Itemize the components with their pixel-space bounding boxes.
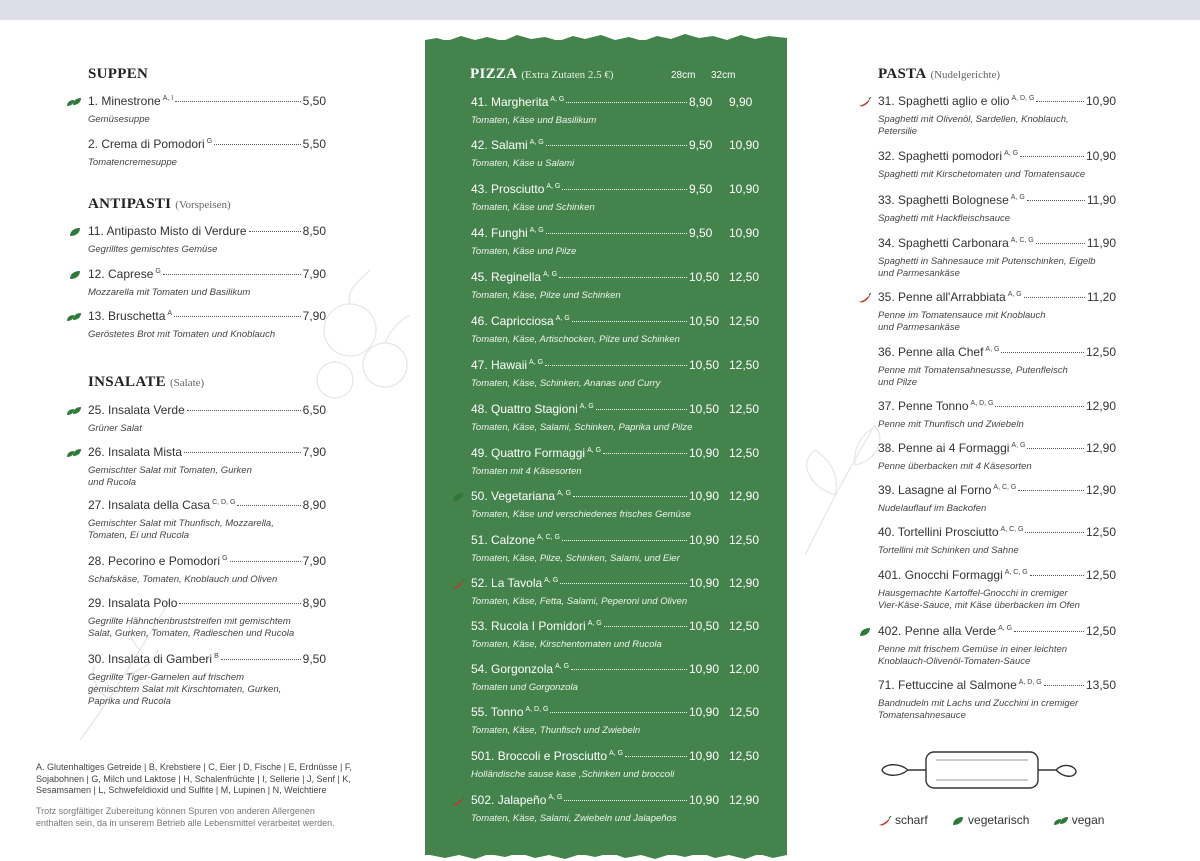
item-description: Hausgemachte Kartoffel-Gnocchi in cremiger Vier-Käse-Sauce, mit Käse überbacken im Ofen (878, 588, 1080, 611)
allergen-codes: A, C, G (993, 484, 1017, 491)
item-description: Spaghetti mit Kirschetomaten und Tomatensauce (878, 169, 1086, 180)
dot-leader (560, 583, 687, 584)
item-name: 50. Vegetariana $^{A, G}$ (471, 489, 572, 503)
menu-item (878, 399, 1116, 431)
item-name: 37. Penne Tonno $^{A, D, G}$ (878, 399, 994, 413)
double-leaf-icon (66, 448, 82, 458)
dot-leader (545, 365, 687, 366)
menu-item (878, 525, 1116, 557)
dot-leader (187, 410, 301, 411)
dot-leader (603, 453, 687, 454)
dot-leader (1036, 101, 1084, 102)
size-28cm: 28cm (671, 70, 696, 81)
menu-item (878, 568, 1116, 612)
item-name: 35. Penne all'Arrabbiata $^{A, G}$ (878, 290, 1022, 304)
allergen-codes: A (167, 310, 173, 317)
item-name: 40. Tortellini Prosciutto $^{A, C, G}$ (878, 525, 1024, 539)
dot-leader (604, 626, 687, 627)
item-price: 12,50 (1085, 568, 1116, 582)
item-description: Penne mit Thunfisch und Zwiebeln (878, 419, 1024, 430)
item-description: Tomaten, Käse, Salami, Schinken, Paprika und Pilze (471, 422, 693, 433)
item-price: 8,90 (302, 596, 326, 610)
dot-leader (1001, 352, 1084, 353)
dot-leader (572, 321, 687, 322)
allergen-codes: A, D, G (1011, 95, 1035, 102)
item-description: Gemüsesuppe (88, 114, 150, 125)
section-title-insalate: INSALATE (Salate) (88, 374, 205, 390)
leaf-icon (68, 270, 82, 280)
price-32cm: 12,90 (729, 489, 760, 503)
item-description: Penne im Tomatensauce mit Knoblauch und Parmesankäse (878, 310, 1046, 333)
dot-leader (546, 145, 687, 146)
price-32cm: 9,90 (729, 95, 753, 109)
menu-item (88, 554, 326, 586)
item-price: 5,50 (302, 94, 326, 108)
item-price: 11,90 (1086, 193, 1116, 207)
allergen-codes: A, G (587, 447, 602, 454)
dot-leader (573, 496, 687, 497)
item-name: 44. Funghi $^{A, G}$ (471, 226, 544, 240)
item-description: Tomaten, Käse, Pilze und Schinken (471, 290, 621, 301)
item-name: 55. Tonno $^{A, D, G}$ (471, 705, 549, 719)
dot-leader (1036, 243, 1085, 244)
item-description: Tomaten, Käse und Pilze (471, 246, 577, 257)
item-price: 6,50 (302, 403, 326, 417)
item-name: 29. Insalata Polo (88, 596, 178, 610)
item-description: Bandnudeln mit Lachs und Zucchini in cremiger Tomatensahnesauce (878, 698, 1079, 721)
menu-item (878, 236, 1116, 280)
allergen-codes: C, D, G (212, 499, 236, 506)
dot-leader (249, 231, 301, 232)
allergen-codes: A, G (1007, 291, 1022, 298)
allergen-codes: B (214, 653, 219, 660)
menu-item (878, 94, 1116, 138)
allergen-codes: A, I (162, 95, 174, 102)
allergen-notice: Trotz sorgfältiger Zubereitung können Spuren von anderen Allergenen enthalten sein, da in unserem Betrieb alle Lebensmittel verarbeitet werden. (36, 806, 335, 828)
allergen-codes: A, G (543, 271, 558, 278)
price-28cm: 10,50 (689, 402, 720, 416)
item-name: 36. Penne alla Chef $^{A, G}$ (878, 345, 1000, 359)
dot-leader (1020, 156, 1084, 157)
pizza-size-header (671, 70, 751, 81)
item-description: Nudelauflauf im Backofen (878, 503, 987, 514)
menu-item (88, 309, 326, 341)
allergen-codes: A, G (579, 403, 594, 410)
item-name: 54. Gorgonzola $^{A, G}$ (471, 662, 570, 676)
price-32cm: 12,50 (729, 533, 760, 547)
item-name: 38. Penne ai 4 Formaggi $^{A, G}$ (878, 441, 1026, 455)
item-description: Tomaten und Gorgonzola (471, 682, 578, 693)
price-28cm: 10,90 (689, 749, 720, 763)
dot-leader (230, 561, 301, 562)
price-28cm: 10,90 (689, 533, 720, 547)
menu-item (88, 403, 326, 435)
item-price: 7,90 (302, 445, 326, 459)
item-name: 53. Rucola I Pomidori $^{A, G}$ (471, 619, 602, 633)
item-description: Spaghetti in Sahnesauce mit Putenschinken, Eigelb und Parmesankäse (878, 256, 1096, 279)
allergen-codes: A, G (1011, 442, 1026, 449)
item-name: 1. Minestrone $^{A, I}$ (88, 94, 174, 108)
chili-icon (858, 97, 872, 107)
item-description: Gegrillte Hähnchenbruststreifen mit gemischtem Salat, Gurken, Tomaten, Radieschen und Rucola (88, 616, 295, 639)
item-description: Tomaten, Käse, Pilze, Schinken, Salami, und Eier (471, 553, 680, 564)
price-32cm: 12,50 (729, 705, 760, 719)
menu-item (88, 652, 326, 708)
allergen-codes: A, G (1004, 150, 1019, 157)
dot-leader (1025, 532, 1084, 533)
allergen-codes: A, G (529, 359, 544, 366)
leaf-icon (451, 492, 465, 502)
item-name: 49. Quattro Formaggi $^{A, G}$ (471, 446, 602, 460)
menu-item (878, 290, 1116, 334)
item-name: 401. Gnocchi Formaggi $^{A, C, G}$ (878, 568, 1028, 582)
item-price: 9,50 (302, 652, 326, 666)
legend-vegetarian: vegetarisch (951, 813, 1029, 827)
menu-item (471, 662, 763, 694)
allergen-codes: A, G (529, 227, 544, 234)
item-price: 12,90 (1085, 483, 1116, 497)
dot-leader (174, 316, 301, 317)
item-description: Tortellini mit Schinken und Sahne (878, 545, 1019, 556)
item-price: 11,90 (1086, 236, 1116, 250)
section-title-antipasti: ANTIPASTI (Vorspeisen) (88, 196, 231, 212)
dot-leader (546, 233, 687, 234)
allergen-codes: A, G (555, 663, 570, 670)
item-name: 2. Crema di Pomodori $^G$ (88, 137, 213, 151)
menu-item (471, 270, 763, 302)
item-description: Gemischter Salat mit Thunfisch, Mozzarella, Tomaten, Ei und Rucola (88, 518, 274, 541)
item-description: Gegrillte Tiger-Garnelen auf frischem gemischtem Salat mit Kirschtomaten, Gurken, Paprika und Rucola (88, 672, 282, 707)
menu-item (878, 193, 1116, 225)
item-name: 45. Reginella $^{A, G}$ (471, 270, 558, 284)
dot-leader (1027, 448, 1084, 449)
price-32cm: 12,50 (729, 749, 760, 763)
item-name: 28. Pecorino e Pomodori $^G$ (88, 554, 228, 568)
price-28cm: 10,90 (689, 489, 720, 503)
price-32cm: 12,50 (729, 446, 760, 460)
item-price: 12,50 (1085, 525, 1116, 539)
item-name: 34. Spaghetti Carbonara $^{A, C, G}$ (878, 236, 1034, 250)
item-name: 502. Jalapeño $^{A, G}$ (471, 793, 563, 807)
price-28cm: 10,90 (689, 705, 720, 719)
menu-item (88, 498, 326, 542)
price-32cm: 12,50 (729, 402, 760, 416)
item-description: Tomaten, Käse, Artischocken, Pilze und Schinken (471, 334, 680, 345)
allergen-codes: A, G (529, 139, 544, 146)
item-name: 33. Spaghetti Bolognese $^{A, G}$ (878, 193, 1025, 207)
item-name: 52. La Tavola $^{A, G}$ (471, 576, 559, 590)
dot-leader (179, 603, 300, 604)
menu-item (878, 441, 1116, 473)
dot-leader (995, 406, 1083, 407)
price-32cm: 12,50 (729, 358, 760, 372)
allergen-codes: A, G (546, 183, 561, 190)
section-title-suppen: SUPPEN (88, 66, 149, 82)
menu-item (878, 345, 1116, 389)
price-28cm: 9,50 (689, 182, 713, 196)
item-name: 41. Margherita $^{A, G}$ (471, 95, 565, 109)
dot-leader (1044, 685, 1084, 686)
item-description: Spaghetti mit Olivenöl, Sardellen, Knoblauch, Petersilie (878, 114, 1069, 137)
item-description: Tomaten, Käse, Thunfisch und Zwiebeln (471, 725, 641, 736)
price-32cm: 12,50 (729, 619, 760, 633)
menu-item (471, 138, 763, 170)
price-32cm: 12,90 (729, 576, 760, 590)
menu-item (471, 95, 763, 127)
chili-icon (451, 579, 465, 589)
price-32cm: 10,90 (729, 226, 760, 240)
double-leaf-icon (1053, 816, 1069, 826)
menu-item (471, 619, 763, 651)
dot-leader (564, 800, 687, 801)
price-32cm: 12,50 (729, 314, 760, 328)
price-28cm: 10,90 (689, 793, 720, 807)
item-price: 11,20 (1086, 290, 1116, 304)
menu-item (471, 358, 763, 390)
item-description: Tomaten, Käse und Schinken (471, 202, 595, 213)
price-28cm: 10,90 (689, 446, 720, 460)
item-description: Tomaten, Käse und Basilikum (471, 115, 597, 126)
dot-leader (175, 101, 300, 102)
item-name: 26. Insalata Mista (88, 445, 183, 459)
item-price: 7,90 (302, 309, 326, 323)
section-title-pasta: PASTA (Nudelgerichte) (878, 66, 1001, 82)
menu-item (471, 226, 763, 258)
allergen-codes: A, D, G (525, 706, 549, 713)
dot-leader (214, 144, 300, 145)
allergen-codes: A, C, G (537, 534, 560, 541)
item-description: Gemischter Salat mit Tomaten, Gurken und Rucola (88, 465, 252, 488)
item-name: 11. Antipasto Misto di Verdure (88, 224, 247, 238)
menu-item (88, 596, 326, 640)
legend-vegan: vegan (1053, 813, 1105, 827)
allergen-codes: A, C, G (1010, 237, 1034, 244)
item-description: Schafskäse, Tomaten, Knoblauch und Oliven (88, 574, 278, 585)
legend (878, 813, 1124, 827)
top-bar (0, 0, 1200, 20)
menu-item (471, 314, 763, 346)
item-price: 10,90 (1085, 94, 1116, 108)
menu-item (471, 446, 763, 478)
allergen-codes: A, D, G (1018, 679, 1042, 686)
item-price: 10,90 (1085, 149, 1116, 163)
dot-leader (163, 274, 301, 275)
item-price: 8,90 (302, 498, 326, 512)
allergen-codes: A, G (998, 625, 1013, 632)
price-32cm: 10,90 (729, 138, 760, 152)
price-28cm: 10,90 (689, 576, 720, 590)
chili-icon (878, 816, 892, 826)
item-description: Geröstetes Brot mit Tomaten und Knoblauch (88, 329, 276, 340)
item-name: 25. Insalata Verde (88, 403, 185, 417)
item-description: Tomaten mit 4 Käsesorten (471, 466, 582, 477)
item-description: Gegrilltes gemischtes Gemüse (88, 244, 218, 255)
menu-item (471, 749, 763, 781)
leaf-icon (68, 227, 82, 237)
double-leaf-icon (66, 312, 82, 322)
menu-item (471, 793, 763, 825)
item-name: 31. Spaghetti aglio e olio $^{A, D, G}$ (878, 94, 1035, 108)
dot-leader (1018, 490, 1084, 491)
price-28cm: 9,50 (689, 138, 713, 152)
item-name: 402. Penne alla Verde $^{A, G}$ (878, 624, 1013, 638)
double-leaf-icon (66, 406, 82, 416)
allergen-codes: A, D, G (970, 400, 994, 407)
dot-leader (221, 659, 301, 660)
item-name: 43. Prosciutto $^{A, G}$ (471, 182, 561, 196)
price-28cm: 8,90 (689, 95, 713, 109)
menu-item (878, 624, 1116, 668)
price-28cm: 10,90 (689, 662, 720, 676)
leaf-icon (951, 816, 965, 826)
item-description: Tomaten, Käse, Fetta, Salami, Peperoni und Oliven (471, 596, 688, 607)
item-description: Tomatencremesuppe (88, 157, 177, 168)
menu-item (471, 182, 763, 214)
dot-leader (562, 189, 687, 190)
item-name: 30. Insalata di Gamberi $^B$ (88, 652, 219, 666)
allergen-legend: A. Glutenhaltiges Getreide | B, Krebstiere | C, Eier | D, Fische | E, Erdnüsse | F, Sojabohnen | G, Milch und Laktose | H, Schalenfrüchte | I, Sellerie | J, Senf | K, Sesamsamen | L, Schwefeldioxid und Sulfite | M, Lupinen | N, Weichtiere (36, 762, 352, 795)
allergen-codes: A, G (557, 490, 572, 497)
menu-item (471, 533, 763, 565)
dot-leader (566, 102, 687, 103)
item-name: 501. Broccoli e Prosciutto $^{A, G}$ (471, 749, 624, 763)
item-price: 7,90 (302, 554, 326, 568)
allergen-codes: G (206, 138, 213, 145)
item-name: 13. Bruschetta $^A$ (88, 309, 173, 323)
leaf-icon (858, 627, 872, 637)
menu-item (88, 224, 326, 256)
allergen-codes: A, G (550, 96, 565, 103)
torn-edge-bottom (425, 849, 787, 861)
price-32cm: 12,00 (729, 662, 760, 676)
item-description: Penne mit Tomatensahnesusse, Putenfleisch und Pilze (878, 365, 1068, 388)
item-name: 47. Hawaii $^{A, G}$ (471, 358, 544, 372)
item-description: Tomaten, Käse и Salami (471, 158, 575, 169)
item-name: 71. Fettuccine al Salmone $^{A, D, G}$ (878, 678, 1042, 692)
price-28cm: 10,50 (689, 358, 720, 372)
item-description: Penne überbacken mit 4 Käsesorten (878, 461, 1032, 472)
item-price: 7,90 (302, 267, 326, 281)
menu-item (88, 94, 326, 126)
price-28cm: 10,50 (689, 314, 720, 328)
dot-leader (237, 505, 300, 506)
dot-leader (596, 409, 687, 410)
item-description: Penne mit frischem Gemüse in einer leichten Knoblauch-Olivenöl-Tomaten-Sauce (878, 644, 1068, 667)
item-description: Tomaten, Käse, Salami, Zwiebeln und Jalapeños (471, 813, 677, 824)
section-title-pizza: PIZZA (Extra Zutaten 2.5 €) (470, 66, 614, 82)
allergen-codes: G (155, 268, 161, 275)
item-name: 39. Lasagne al Forno $^{A, C, G}$ (878, 483, 1017, 497)
allergen-codes: A, G (1010, 194, 1025, 201)
dot-leader (550, 712, 687, 713)
dot-leader (625, 756, 687, 757)
item-price: 12,50 (1085, 345, 1116, 359)
dot-leader (562, 540, 687, 541)
item-description: Grüner Salat (88, 423, 142, 434)
price-32cm: 12,90 (729, 793, 760, 807)
menu-item (471, 576, 763, 608)
allergen-codes: A, G (985, 346, 1000, 353)
item-name: 46. Capricciosa $^{A, G}$ (471, 314, 570, 328)
item-price: 13,50 (1085, 678, 1116, 692)
price-32cm: 12,50 (729, 270, 760, 284)
item-price: 8,50 (302, 224, 326, 238)
allergen-codes: A, G (555, 315, 570, 322)
size-32cm: 32cm (711, 70, 736, 81)
allergen-codes: A, C, G (1000, 526, 1024, 533)
item-description: Spaghetti mit Hackfleischsauce (878, 213, 1011, 224)
pizza-column (425, 40, 787, 855)
dot-leader (1027, 200, 1085, 201)
item-price: 12,50 (1085, 624, 1116, 638)
allergen-codes: A, G (609, 750, 624, 757)
chili-icon (451, 796, 465, 806)
item-description: Tomaten, Käse, Kirschentomaten und Rucola (471, 639, 662, 650)
chili-icon (858, 293, 872, 303)
allergen-codes: A, G (548, 794, 563, 801)
price-28cm: 10,50 (689, 270, 720, 284)
menu-item (471, 489, 763, 521)
dot-leader (559, 277, 687, 278)
menu-item (878, 678, 1116, 722)
item-description: Mozzarella mit Tomaten und Basilikum (88, 287, 251, 298)
menu-item (878, 149, 1116, 181)
double-leaf-icon (66, 97, 82, 107)
legend-spicy: scharf (878, 813, 928, 827)
allergen-codes: G (222, 555, 228, 562)
item-price: 12,90 (1085, 441, 1116, 455)
menu-item (471, 705, 763, 737)
item-name: 27. Insalata della Casa $^{C, D, G}$ (88, 498, 236, 512)
item-name: 32. Spaghetti pomodori $^{A, G}$ (878, 149, 1019, 163)
item-name: 48. Quattro Stagioni $^{A, G}$ (471, 402, 594, 416)
item-name: 12. Caprese $^G$ (88, 267, 161, 281)
dot-leader (1024, 297, 1085, 298)
menu-item (88, 267, 326, 299)
menu-item (88, 137, 326, 169)
dot-leader (1030, 575, 1084, 576)
allergen-codes: A, G (587, 620, 602, 627)
allergen-codes: A, C, G (1004, 569, 1028, 576)
item-description: Tomaten, Käse, Schinken, Ananas und Curry (471, 378, 661, 389)
dot-leader (1014, 631, 1084, 632)
price-28cm: 9,50 (689, 226, 713, 240)
item-price: 12,90 (1085, 399, 1116, 413)
price-32cm: 10,90 (729, 182, 760, 196)
item-description: Holländische sause kase ,Schinken und broccoli (471, 769, 675, 780)
item-name: 51. Calzone $^{A, C, G}$ (471, 533, 560, 547)
dot-leader (571, 669, 687, 670)
item-description: Tomaten, Käse und verschiedenes frisches Gemüse (471, 509, 691, 520)
menu-item (471, 402, 763, 434)
menu-item (878, 483, 1116, 515)
menu-item (88, 445, 326, 489)
item-name: 42. Salami $^{A, G}$ (471, 138, 544, 152)
item-price: 5,50 (302, 137, 326, 151)
price-28cm: 10,50 (689, 619, 720, 633)
dot-leader (184, 452, 301, 453)
allergen-codes: A, G (544, 577, 559, 584)
rolling-pin-icon (878, 748, 1078, 794)
torn-edge-top (425, 32, 787, 50)
